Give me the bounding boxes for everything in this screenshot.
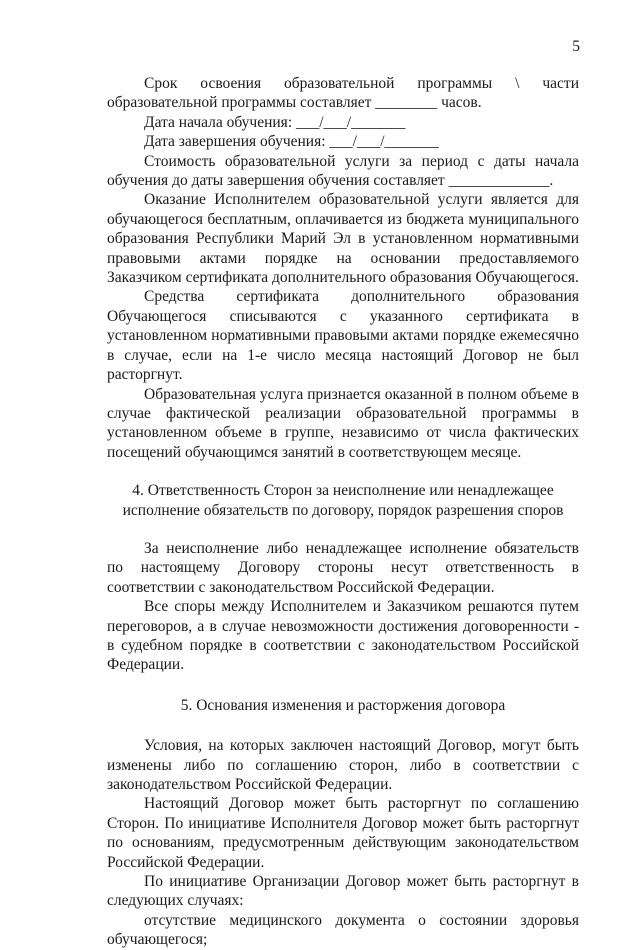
paragraph-service-rendered: Образовательная услуга признается оказанной в полном объеме в случае фактической реализации образовательной программы в установленном объеме в группе, независимо от числа фактических посещений обучающимся занятий в соответствующем месяце. xyxy=(107,385,579,461)
paragraph-service-cost: Стоимость образовательной услуги за период с даты начала обучения до даты завершения обучения составляет _____________. xyxy=(107,152,579,190)
paragraph-end-date: Дата завершения обучения: ___/___/_______ xyxy=(144,133,439,151)
paragraph-certificate-funds: Средства сертификата дополнительного образования Обучающегося списываются с указанного сертификата в установленном нормативными правовыми актами порядке ежемесячно в случае, если на 1-е число месяца настоящий Договор не был расторгнут. xyxy=(107,288,579,384)
paragraph-start-date: Дата начала обучения: ___/___/_______ xyxy=(144,113,406,131)
document-body xyxy=(107,0,579,950)
paragraph-free-service: Оказание Исполнителем образовательной услуги является для обучающегося бесплатным, оплачивается из бюджета муниципального образования Республики Марий Эл в установленном нормативными правовыми актами порядке на основании предоставляемого Заказчиком сертификата дополнительного образования Обучающегося. xyxy=(107,191,579,287)
section-heading-termination: 5. Основания изменения и расторжения договора xyxy=(180,696,506,714)
paragraph-program-duration: Срок освоения образовательной программы \ части образовательной программы составляет ________ часов. xyxy=(107,75,579,112)
paragraph-termination-agreement: Настоящий Договор может быть расторгнут по соглашению Сторон. По инициативе Исполнителя Договор может быть расторгнут по основаниям, предусмотренным действующим законодательством Российской Федерации. xyxy=(107,795,579,871)
paragraph-organization-initiative: По инициативе Организации Договор может быть расторгнут в следующих случаях: xyxy=(107,873,579,910)
paragraph-conditions-change: Условия, на которых заключен настоящий Договор, могут быть изменены либо по соглашению сторон, либо в соответствии с законодательством Российской Федерации. xyxy=(107,737,579,793)
paragraph-disputes: Все споры между Исполнителем и Заказчиком решаются путем переговоров, а в случае невозможности достижения договоренности - в судебном порядке в соответствии с законодательством Российской Федерации. xyxy=(107,598,579,674)
page-number: 5 xyxy=(572,38,580,55)
paragraph-liability: За неисполнение либо ненадлежащее исполнение обязательств по настоящему Договору стороны несут ответственность в соответствии с законодательством Российской Федерации. xyxy=(107,539,579,596)
section-heading-responsibility: 4. Ответственность Сторон за неисполнение или ненадлежащее исполнение обязательств по договору, порядок разрешения споров xyxy=(122,482,564,519)
paragraph-missing-medical-document: отсутствие медицинского документа о состоянии здоровья обучающегося; xyxy=(107,911,579,949)
